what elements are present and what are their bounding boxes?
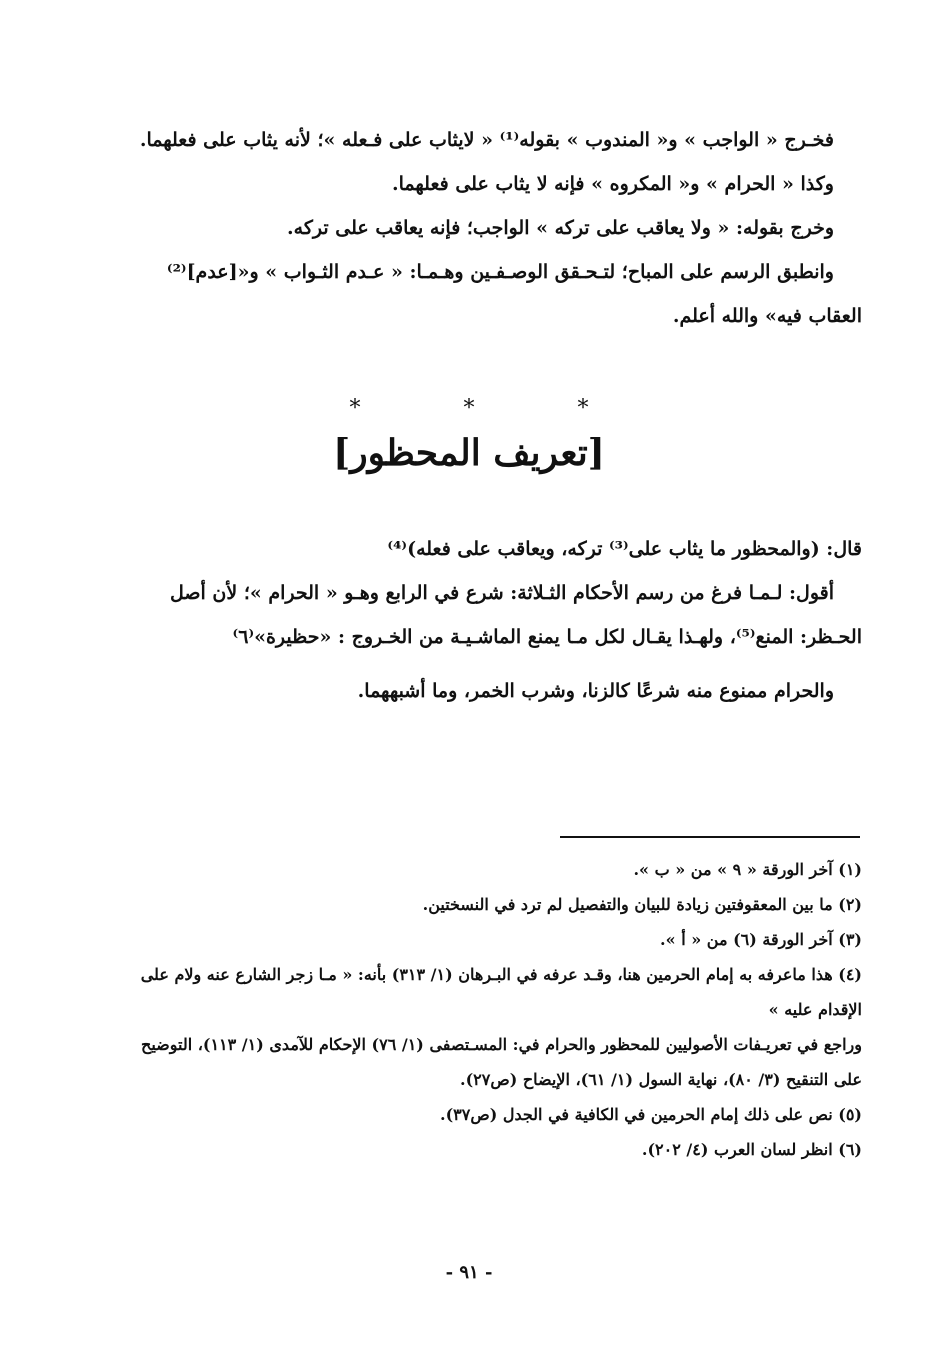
- footnote-2: (٢) ما بين المعقوفتين زيادة للبيان والتفصيل لم ترد في النسختين.: [422, 895, 862, 914]
- intro-paragraph-3: وخرج بقوله: « ولا يعاقب على تركه » الواجب؛ فإنه يعاقب على تركه.: [287, 217, 834, 239]
- footnote-1: (١) آخر الورقة « ٩ » من « ب ».: [633, 860, 862, 879]
- star-ornament: *: [463, 396, 475, 421]
- section-divider-stars: [0, 396, 938, 421]
- star-ornament: *: [349, 396, 361, 421]
- intro-paragraph-1: فخـرج « الواجب » و« المندوب » بقوله⁽¹⁾ « لايثاب على فـعله »؛ لأنه يثاب على فعلهما.: [139, 129, 834, 151]
- section-heading: [تعريف المحظور]: [333, 432, 605, 474]
- section-quote: قال: (والمحظور ما يثاب على⁽³⁾ تركه، ويعاقب على فعله)⁽⁴⁾: [387, 538, 862, 560]
- intro-paragraphs: [120, 118, 862, 338]
- footnote-4-continued: وراجع في تعريـفات الأصوليين للمحظور والحرام في: المسـتصفى (١/ ٧٦) الإحكام للآمدى (١/ ١١٣)، التوضيح على التنقيح (٣/ ٨٠)، نهاية السول (١/ ٦١)، الإيضاح (ص٢٧).: [140, 1035, 862, 1089]
- intro-paragraph-2: وكذا « الحرام » و« المكروه » فإنه لا يثاب على فعلهما.: [392, 173, 834, 195]
- intro-paragraph-4: وانطبق الرسم على المباح؛ لتـحـقق الوصـفـين وهـمـا: « عـدم الثـواب » و«[عدم]⁽²⁾ العقاب فيه» والله أعلم.: [166, 261, 862, 327]
- page-number: - ٩١ -: [445, 1262, 493, 1283]
- footnote-4: (٤) هذا ماعرفه به إمام الحرمين هنا، وقـد عرفه في البـرهان (١/ ٣١٣) بأنه: « مـا زجر الشارع عنه ولام على الإقدام عليه »: [140, 965, 862, 1019]
- footnote-6: (٦) انظر لسان العرب (٤/ ٢٠٢).: [641, 1140, 862, 1159]
- section-paragraph-2: والحرام ممنوع منه شرعًا كالزنا، وشرب الخمر، وما أشبههما.: [357, 680, 834, 702]
- footnote-5: (٥) نص على ذلك إمام الحرمين في الكافية في الجدل (ص٣٧).: [440, 1105, 862, 1124]
- section-paragraph-1: أقول: لـمـا فرغ من رسم الأحكام الثـلاثة: شرع في الرابع وهـو « الحرام »؛ لأن أصل الحـظر: المنع⁽⁵⁾، ولهـذا يقـال لكل مـا يمنع الماشـيـة من الخـروج : «حظيرة»⁽٦⁾: [170, 582, 862, 648]
- footnotes: [120, 852, 862, 1167]
- section-body: [120, 527, 862, 713]
- footnote-3: (٣) آخر الورقة (٦) من « أ ».: [660, 930, 862, 949]
- star-ornament: *: [577, 396, 589, 421]
- footnote-separator: [560, 836, 860, 838]
